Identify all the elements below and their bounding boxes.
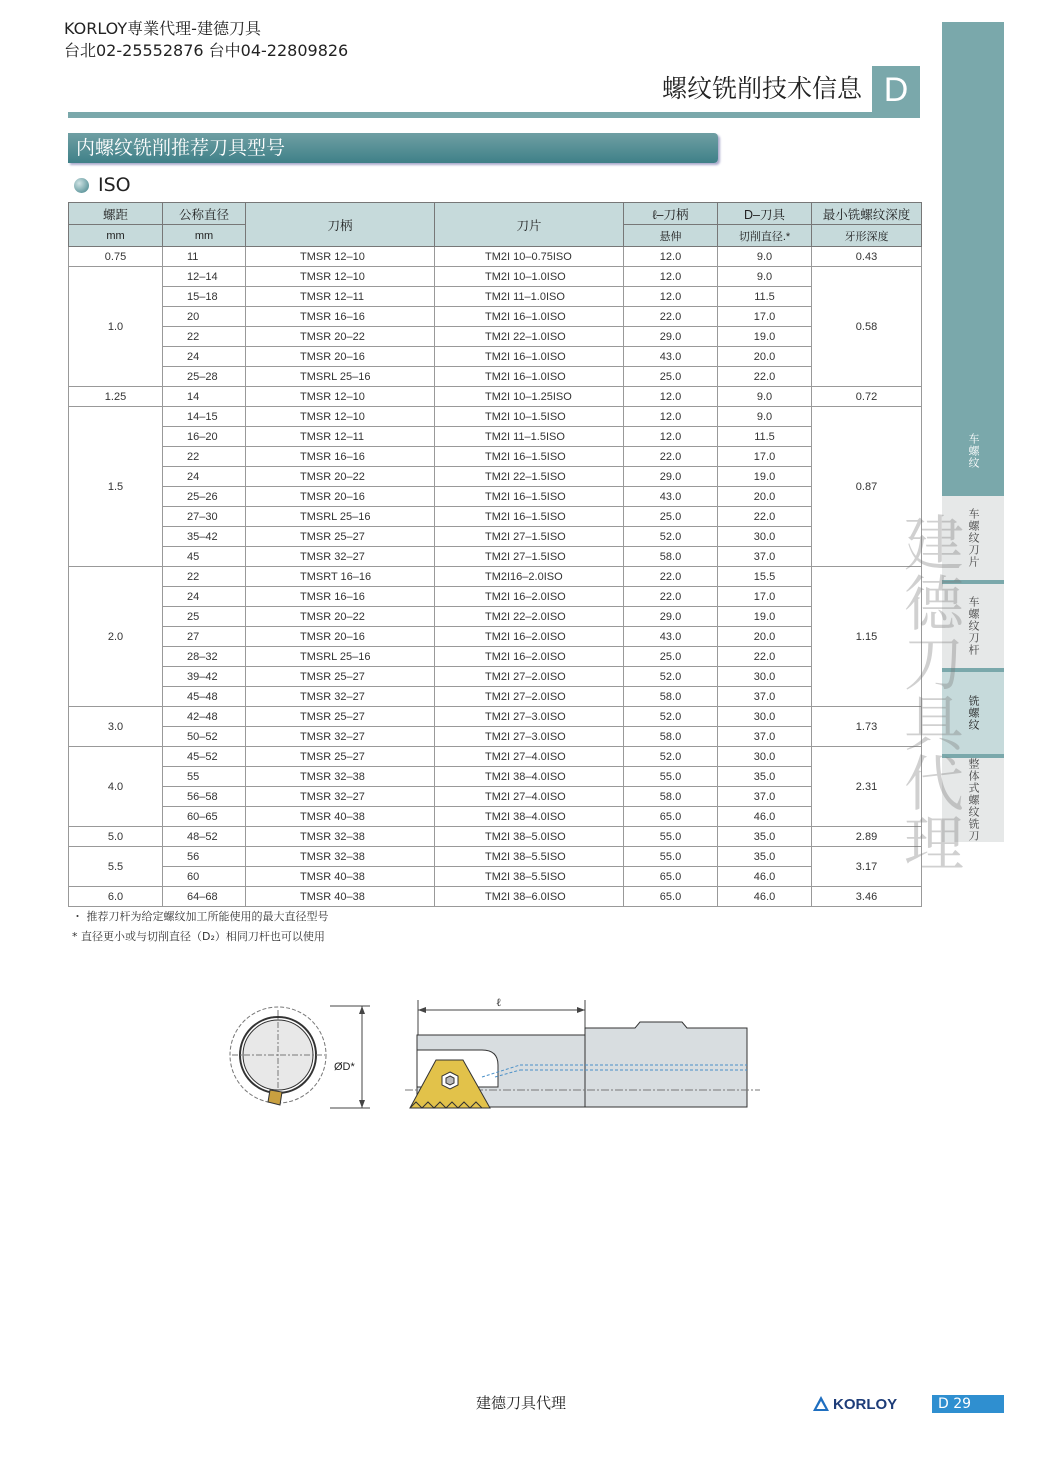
nominal-dia-cell: 15–18 [163,287,246,307]
insert-cell: TM2I 11–1.5ISO [435,427,624,447]
overhang-cell: 25.0 [624,507,718,527]
holder-cell: TMSR 12–10 [246,247,435,267]
nominal-dia-cell: 24 [163,467,246,487]
cut-dia-cell: 35.0 [718,847,812,867]
dim-d-label: ØD* [334,1061,355,1073]
table-row [69,727,922,747]
section-title-bar: 内螺纹铣削推荐刀具型号 [68,133,718,163]
title-rule [68,112,920,118]
overhang-cell: 52.0 [624,527,718,547]
pitch-cell: 6.0 [69,887,163,907]
pitch-cell: 1.0 [69,267,163,387]
nominal-dia-cell: 14 [163,387,246,407]
holder-cell: TMSR 40–38 [246,887,435,907]
insert-cell: TM2I 38–5.5ISO [435,867,624,887]
overhang-cell: 55.0 [624,767,718,787]
nominal-dia-cell: 48–52 [163,827,246,847]
cut-dia-cell: 46.0 [718,807,812,827]
holder-cell: TMSR 20–16 [246,347,435,367]
pitch-cell: 4.0 [69,747,163,827]
nominal-dia-cell: 56–58 [163,787,246,807]
col-head-insert: 刀片 [435,203,624,247]
col-sub-cut-dia: 切削直径.* [718,225,812,247]
insert-cell: TM2I 27–1.5ISO [435,527,624,547]
nominal-dia-cell: 24 [163,587,246,607]
insert-cell: TM2I 16–2.0ISO [435,627,624,647]
pitch-cell: 5.5 [69,847,163,887]
nominal-dia-cell: 22 [163,327,246,347]
nominal-dia-cell: 64–68 [163,887,246,907]
holder-cell: TMSR 25–27 [246,667,435,687]
insert-cell: TM2I16–2.0ISO [435,567,624,587]
standard-label [74,174,131,196]
nominal-dia-cell: 25 [163,607,246,627]
note-2: * 直径更小或与切削直径（D₂）相同刀杆也可以使用 [72,930,325,943]
holder-cell: TMSR 20–22 [246,607,435,627]
min-depth-cell: 1.73 [812,707,922,747]
standard-text: ISO [98,174,131,196]
min-depth-cell: 3.17 [812,847,922,887]
holder-cell: TMSR 12–11 [246,287,435,307]
holder-cell: TMSR 25–27 [246,527,435,547]
table-row [69,607,922,627]
holder-cell: TMSR 25–27 [246,707,435,727]
overhang-cell: 43.0 [624,487,718,507]
overhang-cell: 58.0 [624,687,718,707]
insert-cell: TM2I 38–5.0ISO [435,827,624,847]
page-title: 螺纹铣削技术信息 [661,74,862,103]
table-row [69,467,922,487]
holder-cell: TMSR 12–10 [246,407,435,427]
holder-cell: TMSRL 25–16 [246,647,435,667]
holder-cell: TMSR 40–38 [246,807,435,827]
insert-cell: TM2I 10–1.25ISO [435,387,624,407]
cut-dia-cell: 9.0 [718,387,812,407]
overhang-cell: 22.0 [624,447,718,467]
holder-cell: TMSR 16–16 [246,587,435,607]
overhang-cell: 55.0 [624,827,718,847]
table-row [69,287,922,307]
insert-cell: TM2I 38–5.5ISO [435,847,624,867]
cut-dia-cell: 30.0 [718,747,812,767]
col-sub-overhang: 悬伸 [624,225,718,247]
cut-dia-cell: 9.0 [718,407,812,427]
cut-dia-cell: 22.0 [718,367,812,387]
col-head-pitch: 螺距 [69,203,163,225]
overhang-cell: 25.0 [624,367,718,387]
nominal-dia-cell: 28–32 [163,647,246,667]
holder-cell: TMSR 32–38 [246,847,435,867]
insert-cell: TM2I 22–1.0ISO [435,327,624,347]
nominal-dia-cell: 11 [163,247,246,267]
table-row [69,507,922,527]
cut-dia-cell: 37.0 [718,787,812,807]
overhang-cell: 52.0 [624,667,718,687]
pitch-cell: 3.0 [69,707,163,747]
pitch-cell: 2.0 [69,567,163,707]
insert-cell: TM2I 16–1.5ISO [435,447,624,467]
table-row [69,687,922,707]
table-row [69,627,922,647]
cut-dia-cell: 37.0 [718,687,812,707]
overhang-cell: 58.0 [624,547,718,567]
overhang-cell: 12.0 [624,387,718,407]
nominal-dia-cell: 60 [163,867,246,887]
insert-cell: TM2I 16–1.5ISO [435,487,624,507]
side-view [405,997,760,1108]
table-row [69,707,922,727]
min-depth-cell: 0.43 [812,247,922,267]
insert-cell: TM2I 10–1.0ISO [435,267,624,287]
cut-dia-cell: 9.0 [718,267,812,287]
pitch-cell: 1.5 [69,407,163,567]
pitch-cell: 0.75 [69,247,163,267]
cut-dia-cell: 15.5 [718,567,812,587]
table-row [69,787,922,807]
table-row [69,387,922,407]
cut-dia-cell: 37.0 [718,727,812,747]
min-depth-cell: 3.46 [812,887,922,907]
nominal-dia-cell: 20 [163,307,246,327]
overhang-cell: 29.0 [624,327,718,347]
nominal-dia-cell: 60–65 [163,807,246,827]
table-row [69,527,922,547]
cut-dia-cell: 35.0 [718,827,812,847]
col-head-d-tool: D–刀具 [718,203,812,225]
col-head-min-depth: 最小铣螺纹深度 [812,203,922,225]
table-row [69,807,922,827]
nominal-dia-cell: 39–42 [163,667,246,687]
nominal-dia-cell: 12–14 [163,267,246,287]
insert-cell: TM2I 27–4.0ISO [435,787,624,807]
holder-cell: TMSRL 25–16 [246,367,435,387]
col-head-l-holder: ℓ–刀柄 [624,203,718,225]
korloy-logo [812,1395,897,1413]
cut-dia-cell: 11.5 [718,427,812,447]
note-1: ・ 推荐刀杆为给定螺纹加工所能使用的最大直径型号 [72,910,329,923]
cut-dia-cell: 35.0 [718,767,812,787]
min-depth-cell: 2.89 [812,827,922,847]
overhang-cell: 29.0 [624,607,718,627]
cut-dia-cell: 30.0 [718,707,812,727]
overhang-cell: 52.0 [624,747,718,767]
insert-cell: TM2I 10–1.5ISO [435,407,624,427]
nominal-dia-cell: 27 [163,627,246,647]
nominal-dia-cell: 27–30 [163,507,246,527]
table-row [69,827,922,847]
table-row [69,327,922,347]
insert-cell: TM2I 27–2.0ISO [435,687,624,707]
recommended-tools-table [68,202,922,907]
overhang-cell: 12.0 [624,267,718,287]
nominal-dia-cell: 35–42 [163,527,246,547]
overhang-cell: 58.0 [624,787,718,807]
overhang-cell: 65.0 [624,887,718,907]
overhang-cell: 12.0 [624,247,718,267]
table-row [69,767,922,787]
insert-cell: TM2I 27–3.0ISO [435,727,624,747]
min-depth-cell: 0.87 [812,407,922,567]
insert-cell: TM2I 38–4.0ISO [435,807,624,827]
nominal-dia-cell: 25–28 [163,367,246,387]
cut-dia-cell: 20.0 [718,627,812,647]
pitch-cell: 5.0 [69,827,163,847]
nominal-dia-cell: 14–15 [163,407,246,427]
nominal-dia-cell: 50–52 [163,727,246,747]
dim-l-label: ℓ [496,997,502,1009]
cut-dia-cell: 19.0 [718,607,812,627]
table-row [69,587,922,607]
korloy-logo-icon [812,1395,830,1413]
table-row [69,427,922,447]
holder-cell: TMSR 16–16 [246,447,435,467]
nominal-dia-cell: 56 [163,847,246,867]
holder-cell: TMSR 32–38 [246,827,435,847]
nominal-dia-cell: 22 [163,567,246,587]
insert-cell: TM2I 16–2.0ISO [435,587,624,607]
nominal-dia-cell: 45–48 [163,687,246,707]
overhang-cell: 22.0 [624,567,718,587]
holder-cell: TMSR 12–11 [246,427,435,447]
holder-cell: TMSR 20–22 [246,327,435,347]
cut-dia-cell: 17.0 [718,587,812,607]
holder-cell: TMSR 40–38 [246,867,435,887]
col-sub-dia-unit: mm [163,225,246,247]
holder-cell: TMSR 25–27 [246,747,435,767]
holder-cell: TMSRT 16–16 [246,567,435,587]
nominal-dia-cell: 42–48 [163,707,246,727]
table-row [69,647,922,667]
insert-cell: TM2I 27–2.0ISO [435,667,624,687]
overhang-cell: 43.0 [624,627,718,647]
overhang-cell: 25.0 [624,647,718,667]
nominal-dia-cell: 24 [163,347,246,367]
overhang-cell: 22.0 [624,587,718,607]
overhang-cell: 29.0 [624,467,718,487]
holder-cell: TMSR 32–27 [246,687,435,707]
table-row [69,267,922,287]
pitch-cell: 1.25 [69,387,163,407]
holder-cell: TMSR 32–27 [246,547,435,567]
nominal-dia-cell: 45–52 [163,747,246,767]
overhang-cell: 58.0 [624,727,718,747]
overhang-cell: 55.0 [624,847,718,867]
cut-dia-cell: 30.0 [718,527,812,547]
nominal-dia-cell: 45 [163,547,246,567]
holder-cell: TMSR 32–27 [246,727,435,747]
overhang-cell: 12.0 [624,287,718,307]
bullet-dot-icon [74,178,89,193]
brand-name: KORLOY [833,1395,898,1413]
insert-cell: TM2I 11–1.0ISO [435,287,624,307]
cut-dia-cell: 9.0 [718,247,812,267]
cut-dia-cell: 46.0 [718,867,812,887]
holder-cell: TMSRL 25–16 [246,507,435,527]
col-sub-pitch-unit: mm [69,225,163,247]
cut-dia-cell: 11.5 [718,287,812,307]
table-row [69,447,922,467]
table-row [69,887,922,907]
overhang-cell: 65.0 [624,867,718,887]
holder-cell: TMSR 12–10 [246,267,435,287]
cut-dia-cell: 30.0 [718,667,812,687]
insert-cell: TM2I 16–1.0ISO [435,367,624,387]
section-letter-badge: D [872,66,920,114]
insert-cell: TM2I 38–4.0ISO [435,767,624,787]
insert-cell: TM2I 27–4.0ISO [435,747,624,767]
holder-cell: TMSR 32–38 [246,767,435,787]
nominal-dia-cell: 16–20 [163,427,246,447]
nominal-dia-cell: 55 [163,767,246,787]
header-phone-line: 台北02-25552876 台中04-22809826 [64,41,349,60]
table-row [69,847,922,867]
cut-dia-cell: 22.0 [718,507,812,527]
insert-cell: TM2I 22–1.5ISO [435,467,624,487]
min-depth-cell: 1.15 [812,567,922,707]
cut-dia-cell: 17.0 [718,447,812,467]
overhang-cell: 12.0 [624,427,718,447]
holder-cell: TMSR 20–16 [246,627,435,647]
cut-dia-cell: 20.0 [718,487,812,507]
table-row [69,367,922,387]
insert-cell: TM2I 16–1.0ISO [435,307,624,327]
insert-cell: TM2I 10–0.75ISO [435,247,624,267]
min-depth-cell: 0.58 [812,267,922,387]
table-row [69,247,922,267]
table-row [69,487,922,507]
insert-cell: TM2I 22–2.0ISO [435,607,624,627]
table-row [69,867,922,887]
holder-cell: TMSR 12–10 [246,387,435,407]
overhang-cell: 22.0 [624,307,718,327]
insert-cell: TM2I 27–3.0ISO [435,707,624,727]
cut-dia-cell: 46.0 [718,887,812,907]
table-row [69,667,922,687]
overhang-cell: 43.0 [624,347,718,367]
holder-cell: TMSR 32–27 [246,787,435,807]
side-tab-turning-inserts[interactable]: 车螺纹刀片 [942,496,1004,580]
watermark-text: 建德刀具代理 [894,512,964,872]
overhang-cell: 65.0 [624,807,718,827]
header-agent-line: KORLOY専業代理-建德刀具 [64,19,261,38]
insert-cell: TM2I 27–1.5ISO [435,547,624,567]
table-row [69,567,922,587]
insert-cell: TM2I 16–1.0ISO [435,347,624,367]
side-tab-turning-holders[interactable]: 车螺纹刀杆 [942,584,1004,668]
col-head-nominal-dia: 公称直径 [163,203,246,225]
table-row [69,307,922,327]
holder-cell: TMSR 16–16 [246,307,435,327]
side-tab-thread-milling[interactable]: 铣螺纹 [942,672,1004,754]
holder-cell: TMSR 20–16 [246,487,435,507]
overhang-cell: 12.0 [624,407,718,427]
insert-cell: TM2I 16–1.5ISO [435,507,624,527]
overhang-cell: 52.0 [624,707,718,727]
insert-cell: TM2I 38–6.0ISO [435,887,624,907]
table-row [69,547,922,567]
cut-dia-cell: 37.0 [718,547,812,567]
end-view [230,1006,370,1108]
col-sub-profile-depth: 牙形深度 [812,225,922,247]
table-row [69,747,922,767]
cut-dia-cell: 20.0 [718,347,812,367]
side-tab-solid-thread-mills[interactable]: 整体式螺纹铣刀 [942,758,1004,842]
min-depth-cell: 2.31 [812,747,922,827]
table-row [69,407,922,427]
nominal-dia-cell: 22 [163,447,246,467]
holder-cell: TMSR 20–22 [246,467,435,487]
cut-dia-cell: 17.0 [718,307,812,327]
nominal-dia-cell: 25–26 [163,487,246,507]
footer-text: 建德刀具代理 [475,1394,566,1412]
side-tab-thread-turning[interactable]: 车螺纹 [942,410,1004,492]
insert-cell: TM2I 16–2.0ISO [435,647,624,667]
cut-dia-cell: 19.0 [718,327,812,347]
thread-milling-diagram [220,990,760,1125]
cut-dia-cell: 22.0 [718,647,812,667]
cut-dia-cell: 19.0 [718,467,812,487]
col-head-holder: 刀柄 [246,203,435,247]
page-number: D 29 [932,1395,1004,1413]
min-depth-cell: 0.72 [812,387,922,407]
table-row [69,347,922,367]
